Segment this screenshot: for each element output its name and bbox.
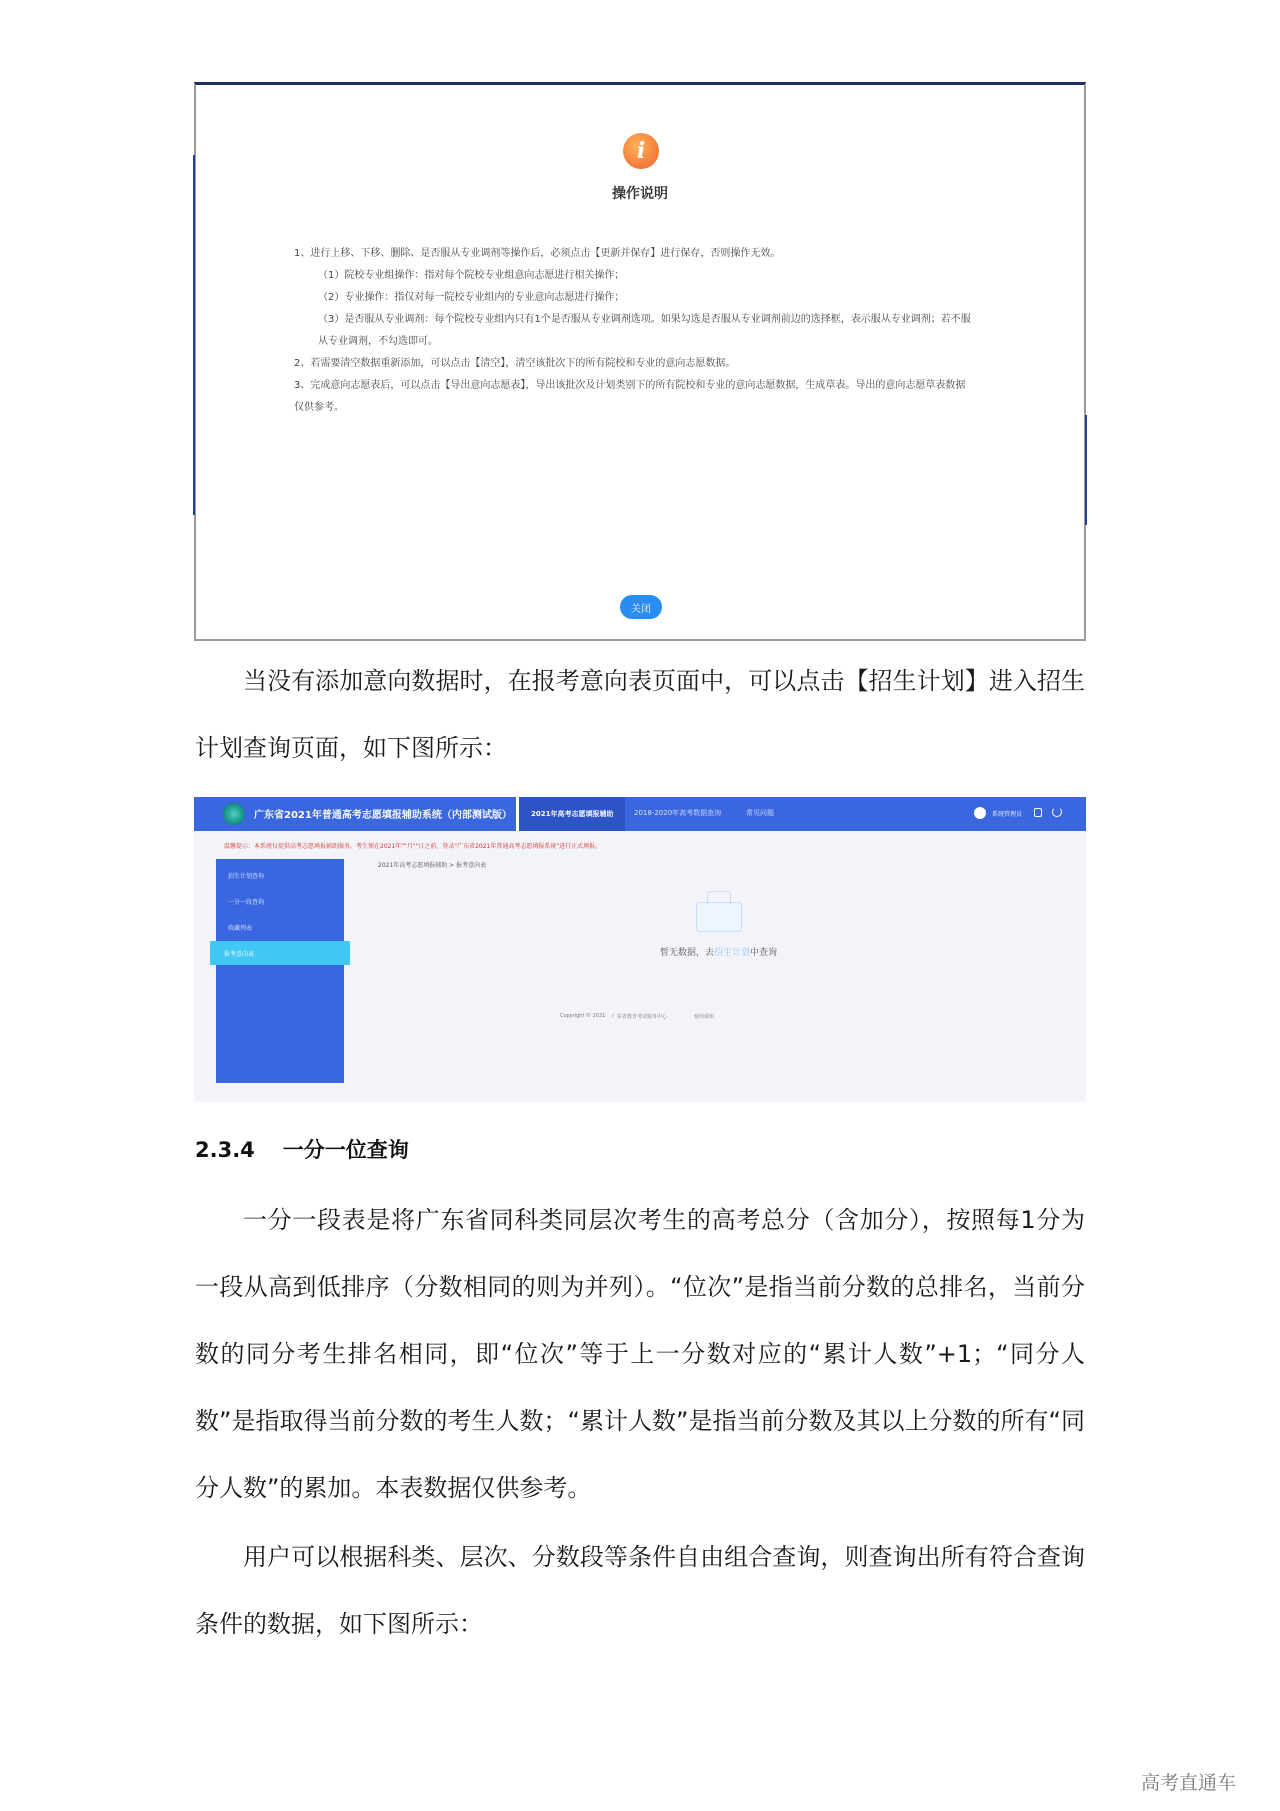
paragraph-enrollment-plan: 当没有添加意向数据时，在报考意向表页面中，可以点击【招生计划】进入招生计划查询页面，如下图所示：	[195, 667, 1085, 762]
logo-icon	[222, 801, 246, 827]
instruction-line: （3）是否服从专业调剂：每个院校专业组内只有1个是否服从专业调剂选项。如果勾选是否服从专业调剂前边的选择框，表示服从专业调剂；若不服从专业调剂，不勾选即可。	[318, 314, 971, 347]
intention-table-screenshot	[194, 797, 1086, 1102]
power-icon[interactable]	[1052, 807, 1062, 817]
section-heading	[195, 1134, 409, 1164]
app-title: 广东省2021年普通高考志愿填报辅助系统（内部测试版）	[254, 810, 512, 821]
user-avatar-icon[interactable]	[974, 807, 986, 819]
info-icon: i	[623, 133, 659, 169]
empty-prefix: 暂无数据，去	[660, 948, 715, 958]
instruction-line: （1）院校专业组操作：指对每个院校专业组意向志愿进行相关操作；	[318, 270, 625, 281]
dialog-edge-right	[1085, 415, 1087, 525]
section-number: 2.3.4	[195, 1138, 255, 1162]
sidebar-item-plan-query[interactable]: 招生计划查询	[228, 873, 265, 880]
instruction-line: 2、若需要清空数据重新添加，可以点击【清空】，清空该批次下的所有院校和专业的意向志愿数据。	[294, 358, 736, 369]
sidebar-item-favorites[interactable]: 收藏列表	[228, 925, 253, 932]
dialog-title: 操作说明	[612, 186, 668, 202]
sidebar	[216, 859, 344, 1083]
dialog-edge-left	[193, 155, 195, 515]
instruction-line: 1、进行上移、下移、删除、是否服从专业调剂等操作后，必须点击【更新并保存】进行保存，否则操作无效。	[294, 248, 781, 259]
tab-volunteer-assist[interactable]: 2021年高考志愿填报辅助	[516, 797, 625, 831]
instructions-text	[294, 243, 974, 419]
sidebar-item-score-rank[interactable]: 一分一段查询	[228, 899, 265, 906]
footer-org: 广东省教育考试服务中心	[612, 1014, 668, 1020]
empty-suffix: 中查询	[750, 948, 778, 958]
notice-text: 温馨提示：本系统仅提供高考志愿填报辅助服务。考生须在2021年""月""日之前，登录"广东省2021年普通高考志愿填报系统"进行正式填报。	[224, 843, 602, 850]
instructions-dialog-screenshot	[194, 82, 1086, 641]
sidebar-item-intention-table[interactable]: 报考意向表	[210, 941, 350, 965]
footer-copyright: Copyright © 2021	[560, 1013, 606, 1019]
tab-faq[interactable]: 常见问题	[746, 809, 774, 817]
empty-box-icon	[696, 902, 742, 932]
instruction-line: （2）专业操作：指仅对每一院校专业组内的专业意向志愿进行操作；	[318, 292, 625, 303]
app-header	[194, 797, 1086, 831]
tab-data-query[interactable]: 2018-2020年高考数据查询	[634, 809, 722, 817]
paragraph-score-table: 一分一段表是将广东省同科类同层次考生的高考总分（含加分），按照每1分为一段从高到低排序（分数相同的则为并列）。“位次”是指当前分数的总排名，当前分数的同分考生排名相同，即“位次”等于上一分数对应的“累计人数”+1；“同分人数”是指取得当前分数的考生人数；“累计人数”是指当前分数及其以上分数的所有“同分人数”的累加。本表数据仅供参考。	[195, 1206, 1085, 1502]
section-title: 一分一位查询	[282, 1138, 409, 1162]
watermark: 高考直通车	[1141, 1772, 1237, 1794]
instruction-line: 3、完成意向志愿表后，可以点击【导出意向志愿表】，导出该批次及计划类别下的所有院校和专业的意向志愿数据，生成草表。导出的意向志愿草表数据仅供参考。	[294, 380, 966, 413]
enrollment-plan-link[interactable]: 招生计划	[714, 948, 751, 958]
paragraph-query: 用户可以根据科类、层次、分数段等条件自由组合查询，则查询出所有符合查询条件的数据，如下图所示：	[195, 1543, 1085, 1638]
lock-icon[interactable]	[1034, 808, 1042, 817]
footer-terms-link[interactable]: 使用须知	[694, 1014, 715, 1020]
empty-message	[660, 945, 777, 958]
close-button[interactable]: 关闭	[620, 595, 662, 619]
user-name[interactable]: 系统管理员	[992, 811, 1023, 818]
breadcrumb: 2021年高考志愿填报辅助 > 报考意向表	[378, 862, 487, 869]
